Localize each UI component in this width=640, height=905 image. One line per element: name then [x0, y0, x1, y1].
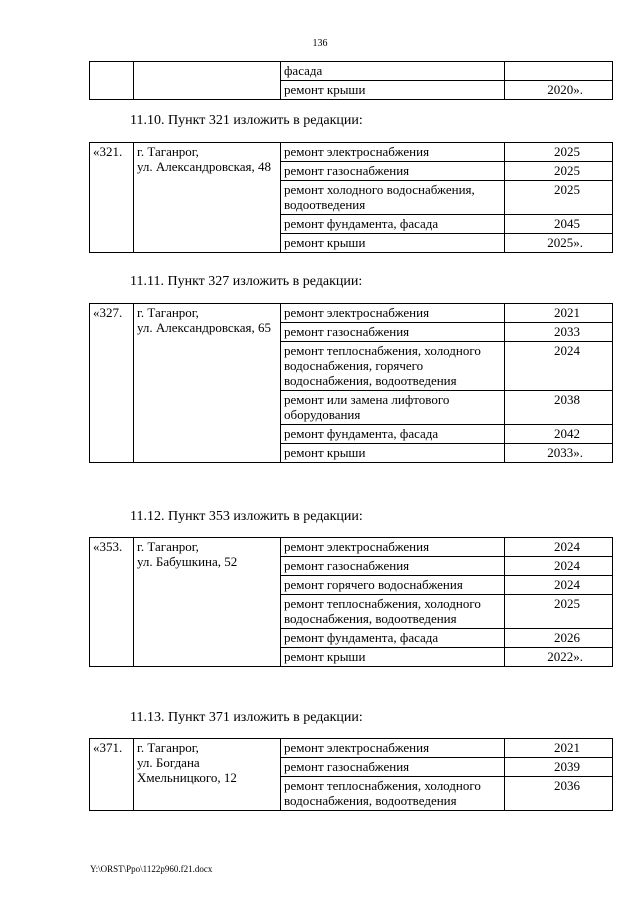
- work-cell: ремонт газоснабжения: [281, 557, 505, 576]
- address-cell: г. Таганрог, ул. Александровская, 65: [134, 304, 281, 463]
- number-cell: «371.: [90, 739, 134, 811]
- work-cell: ремонт электроснабжения: [281, 538, 505, 557]
- work-cell: ремонт крыши: [281, 444, 505, 463]
- item-table-327: [89, 303, 613, 463]
- table-row: [90, 304, 613, 323]
- year-cell: 2020».: [505, 81, 613, 100]
- year-cell: 2025: [505, 162, 613, 181]
- work-cell: ремонт газоснабжения: [281, 758, 505, 777]
- work-cell: ремонт фундамента, фасада: [281, 425, 505, 444]
- table-row: [90, 739, 613, 758]
- number-cell: «327.: [90, 304, 134, 463]
- section-heading: 11.12. Пункт 353 изложить в редакции:: [130, 509, 363, 524]
- section-heading: 11.11. Пункт 327 изложить в редакции:: [130, 274, 363, 289]
- table-row: [90, 143, 613, 162]
- year-cell: 2033».: [505, 444, 613, 463]
- year-cell: 2045: [505, 215, 613, 234]
- year-cell: 2025: [505, 595, 613, 629]
- year-cell: 2024: [505, 538, 613, 557]
- work-cell: ремонт электроснабжения: [281, 739, 505, 758]
- work-cell: ремонт теплоснабжения, холодного водоснабжения, водоотведения: [281, 777, 505, 811]
- year-cell: 2021: [505, 304, 613, 323]
- number-cell: «321.: [90, 143, 134, 253]
- number-cell: «353.: [90, 538, 134, 667]
- number-cell: [90, 62, 134, 100]
- work-cell: ремонт фундамента, фасада: [281, 215, 505, 234]
- section-heading: 11.10. Пункт 321 изложить в редакции:: [130, 113, 363, 128]
- year-cell: 2025: [505, 181, 613, 215]
- year-cell: 2039: [505, 758, 613, 777]
- year-cell: 2024: [505, 342, 613, 391]
- year-cell: 2026: [505, 629, 613, 648]
- year-cell: 2036: [505, 777, 613, 811]
- work-cell: ремонт фундамента, фасада: [281, 629, 505, 648]
- table-row: [90, 538, 613, 557]
- item-table-371: [89, 738, 613, 811]
- work-cell: ремонт или замена лифтового оборудования: [281, 391, 505, 425]
- address-cell: г. Таганрог, ул. Бабушкина, 52: [134, 538, 281, 667]
- address-cell: г. Таганрог, ул. Александровская, 48: [134, 143, 281, 253]
- page-number: 136: [312, 38, 328, 49]
- year-cell: 2033: [505, 323, 613, 342]
- file-path-footer: Y:\ORST\Ppo\1122p960.f21.docx: [90, 864, 213, 874]
- section-heading: 11.13. Пункт 371 изложить в редакции:: [130, 710, 363, 725]
- work-cell: ремонт крыши: [281, 81, 505, 100]
- year-cell: 2025».: [505, 234, 613, 253]
- work-cell: ремонт теплоснабжения, холодного водоснабжения, горячего водоснабжения, водоотведения: [281, 342, 505, 391]
- work-cell: ремонт горячего водоснабжения: [281, 576, 505, 595]
- table-row: [90, 62, 613, 81]
- work-cell: ремонт теплоснабжения, холодного водоснабжения, водоотведения: [281, 595, 505, 629]
- work-cell: ремонт холодного водоснабжения, водоотведения: [281, 181, 505, 215]
- continuation-table: [89, 61, 613, 100]
- address-cell: г. Таганрог, ул. Богдана Хмельницкого, 12: [134, 739, 281, 811]
- work-cell: ремонт электроснабжения: [281, 304, 505, 323]
- year-cell: 2024: [505, 576, 613, 595]
- year-cell: 2038: [505, 391, 613, 425]
- work-cell: фасада: [281, 62, 505, 81]
- year-cell: 2021: [505, 739, 613, 758]
- work-cell: ремонт газоснабжения: [281, 162, 505, 181]
- work-cell: ремонт крыши: [281, 234, 505, 253]
- address-cell: [134, 62, 281, 100]
- item-table-321: [89, 142, 613, 253]
- work-cell: ремонт электроснабжения: [281, 143, 505, 162]
- year-cell: 2024: [505, 557, 613, 576]
- year-cell: 2025: [505, 143, 613, 162]
- year-cell: [505, 62, 613, 81]
- year-cell: 2022».: [505, 648, 613, 667]
- work-cell: ремонт газоснабжения: [281, 323, 505, 342]
- work-cell: ремонт крыши: [281, 648, 505, 667]
- item-table-353: [89, 537, 613, 667]
- year-cell: 2042: [505, 425, 613, 444]
